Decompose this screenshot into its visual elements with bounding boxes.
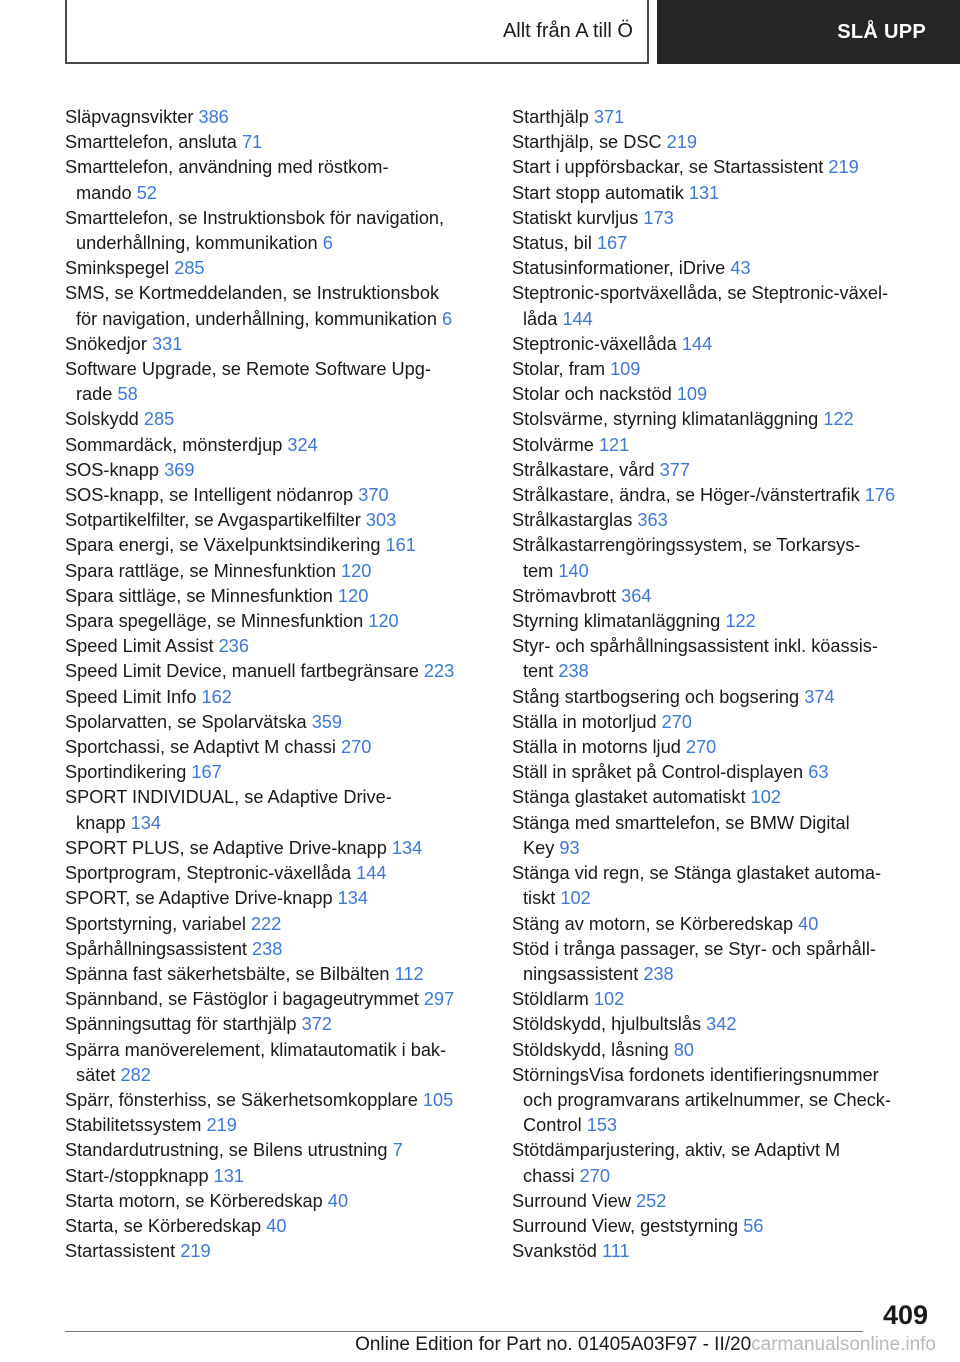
index-entry	[65, 357, 495, 407]
index-entry-text: Stabilitetssystem	[65, 1115, 202, 1136]
page-reference-link[interactable]: 134	[337, 888, 368, 909]
index-entry	[65, 710, 495, 735]
index-entry-text: Start-/stoppknapp	[65, 1165, 209, 1186]
index-entry-text: Control	[523, 1115, 582, 1136]
index-entry-text: Statusinformationer, iDrive	[512, 258, 726, 279]
page-reference-link[interactable]: 102	[560, 888, 591, 909]
index-entry-text: Spärra manöverelement, klimatautomatik i bak-	[65, 1039, 447, 1060]
page-reference-link[interactable]: 71	[241, 132, 263, 153]
index-entry-text: Spänningsuttag för starthjälp	[65, 1014, 297, 1035]
index-entry-text: Spara energi, se Växelpunktsindikering	[65, 535, 381, 556]
index-entry	[65, 659, 495, 684]
index-entry-text: Sommardäck, mönsterdjup	[65, 434, 283, 455]
page-reference-link[interactable]: 102	[750, 787, 781, 808]
page-reference-link[interactable]: 131	[213, 1165, 244, 1186]
page-reference-link[interactable]: 56	[743, 1215, 764, 1236]
footer-watermark: carmanualsonline.info	[751, 1334, 936, 1355]
page-reference-link[interactable]: 377	[659, 459, 690, 480]
page-reference-link[interactable]: 324	[287, 434, 318, 455]
page-number: 409	[882, 1300, 928, 1330]
page-reference-link[interactable]: 120	[337, 585, 369, 606]
page-reference-link[interactable]: 102	[593, 989, 625, 1010]
index-entry-text: Ställ in språket på Control-displayen	[512, 762, 804, 783]
index-entry-text: Smarttelefon, ansluta	[65, 132, 237, 153]
page-reference-link[interactable]: 40	[327, 1190, 349, 1211]
page-reference-link[interactable]: 111	[602, 1241, 630, 1262]
index-entry-text: SMS, se Kortmeddelanden, se Instruktionsbok	[65, 283, 440, 304]
page-reference-link[interactable]: 386	[198, 107, 229, 127]
index-entry	[65, 206, 495, 256]
index-entry	[65, 1012, 495, 1037]
page-reference-link[interactable]: 173	[643, 207, 674, 228]
index-entry	[65, 1138, 495, 1163]
index-entry	[512, 256, 952, 281]
index-entry	[512, 584, 952, 609]
page-reference-link[interactable]: 140	[558, 560, 589, 581]
page-reference-link[interactable]: 63	[808, 762, 829, 783]
index-entry	[512, 105, 952, 130]
index-entry	[512, 231, 952, 256]
page-reference-link[interactable]: 43	[730, 258, 751, 279]
index-entry	[512, 483, 952, 508]
page-reference-link[interactable]: 134	[391, 837, 423, 858]
index-entry-text: Strålkastarrengöringssystem, se Torkarsys-	[512, 535, 861, 556]
index-entry-text: Släpvagnsvikter	[65, 107, 194, 127]
index-entry	[512, 332, 952, 357]
index-entry-text: Strömavbrott	[512, 585, 617, 606]
index-entry	[512, 1239, 952, 1264]
index-entry-text: Smarttelefon, användning med röstkom-	[65, 157, 389, 178]
index-entry	[65, 433, 495, 458]
index-entry	[512, 735, 952, 760]
index-entry-text: Spara rattläge, se Minnesfunktion	[65, 560, 336, 581]
index-entry-text: Svankstöd	[512, 1241, 597, 1262]
index-entry-text: Surround View, geststyrning	[512, 1215, 739, 1236]
index-entry	[512, 508, 952, 533]
index-entry-text: SOS-knapp, se Intelligent nödanrop	[65, 485, 354, 506]
page-reference-link[interactable]: 285	[143, 409, 175, 430]
index-entry	[65, 1088, 495, 1113]
index-entry-text: Status, bil	[512, 233, 592, 254]
footer-divider	[65, 1331, 863, 1332]
index-entry	[65, 508, 495, 533]
index-entry	[65, 559, 495, 584]
index-entry-text: Stänga med smarttelefon, se BMW Digital	[512, 812, 850, 833]
index-entry	[512, 357, 952, 382]
index-entry-text: Stäng av motorn, se Körberedskap	[512, 913, 794, 934]
page-reference-link[interactable]: 144	[562, 308, 593, 329]
page-reference-link[interactable]: 121	[598, 434, 630, 455]
index-entry	[512, 685, 952, 710]
index-entry-text: låda	[523, 308, 558, 329]
page-reference-link[interactable]: 167	[596, 233, 628, 254]
index-entry	[65, 861, 495, 886]
page-reference-link[interactable]: 236	[218, 636, 250, 657]
page-reference-link[interactable]: 252	[636, 1190, 667, 1211]
index-entry-text: Steptronic-växellåda	[512, 333, 677, 354]
index-entry	[65, 332, 495, 357]
index-entry-text: Sportindikering	[65, 762, 187, 783]
index-entry	[65, 584, 495, 609]
index-entry	[65, 760, 495, 785]
index-entry-text: Sportstyrning, variabel	[65, 913, 246, 934]
index-entry	[65, 458, 495, 483]
index-entry	[65, 735, 495, 760]
index-entry-text: Statiskt kurvljus	[512, 207, 639, 228]
page-reference-link[interactable]: 219	[180, 1241, 211, 1262]
page-reference-link[interactable]: 112	[394, 963, 424, 984]
index-entry-text: Stång startbogsering och bogsering	[512, 686, 800, 707]
index-entry-text: Stänga vid regn, se Stänga glastaket automa-	[512, 863, 882, 884]
index-entry-text: Spårhållningsassistent	[65, 938, 247, 959]
index-entry-text: Strålkastarglas	[512, 510, 633, 531]
index-entry-text: Spara sittläge, se Minnesfunktion	[65, 585, 333, 606]
page-reference-link[interactable]: 219	[828, 157, 859, 178]
index-entry	[512, 206, 952, 231]
index-entry-text: Software Upgrade, se Remote Software Upg-	[65, 359, 431, 380]
index-entry-text: Speed Limit Assist	[65, 636, 214, 657]
index-entry	[512, 181, 952, 206]
index-entry	[65, 483, 495, 508]
page-reference-link[interactable]: 153	[586, 1115, 618, 1136]
index-entry-text: Stolvärme	[512, 434, 594, 455]
index-entry	[65, 1189, 495, 1214]
index-entry	[512, 382, 952, 407]
index-entry	[65, 1239, 495, 1264]
index-entry-text: Speed Limit Info	[65, 686, 197, 707]
index-entry-text: Starta, se Körberedskap	[65, 1215, 262, 1236]
page-reference-link[interactable]: 120	[368, 611, 399, 632]
page-reference-link[interactable]: 238	[558, 661, 589, 682]
index-entry-text: underhållning, kommunikation	[76, 233, 318, 254]
index-entry-text: Smarttelefon, se Instruktionsbok för navigation,	[65, 207, 445, 228]
index-entry	[65, 105, 495, 130]
index-entry-text: Sotpartikelfilter, se Avgaspartikelfilter	[65, 510, 361, 531]
index-column-left	[65, 105, 495, 1264]
page-reference-link[interactable]: 297	[423, 989, 455, 1010]
index-entry	[65, 685, 495, 710]
index-entry	[512, 433, 952, 458]
index-entry	[65, 256, 495, 281]
index-entry-text: Stolsvärme, styrning klimatanläggning	[512, 409, 819, 430]
page-reference-link[interactable]: 270	[579, 1165, 610, 1186]
index-entry-text: SPORT, se Adaptive Drive-knapp	[65, 888, 333, 909]
index-entry	[512, 861, 952, 911]
index-entry	[65, 886, 495, 911]
index-entry-text: tem	[523, 560, 554, 581]
page-reference-link[interactable]: 58	[117, 384, 138, 405]
index-entry-text: Sportprogram, Steptronic-växellåda	[65, 863, 352, 884]
index-entry	[65, 1113, 495, 1138]
page-reference-link[interactable]: 122	[823, 409, 854, 430]
index-entry-text: Start stopp automatik	[512, 182, 684, 203]
lookup-button-label: SLÅ UPP	[837, 20, 926, 43]
page-reference-link[interactable]: 374	[804, 686, 835, 707]
index-entry	[512, 1063, 952, 1139]
page-reference-link[interactable]: 40	[798, 913, 819, 934]
index-entry	[512, 155, 952, 180]
index-entry	[512, 987, 952, 1012]
index-entry-text: Stöldskydd, låsning	[512, 1039, 669, 1060]
index-entry	[65, 962, 495, 987]
index-entry-text: Starta motorn, se Körberedskap	[65, 1190, 323, 1211]
page-reference-link[interactable]: 364	[621, 585, 652, 606]
index-entry-text: SPORT PLUS, se Adaptive Drive-knapp	[65, 837, 387, 858]
index-entry-text: Standardutrustning, se Bilens utrustning	[65, 1140, 388, 1161]
index-entry-text: knapp	[76, 812, 126, 833]
page-reference-link[interactable]: 6	[322, 233, 333, 254]
index-entry-text: Sportchassi, se Adaptivt M chassi	[65, 737, 336, 758]
lookup-button[interactable]	[657, 0, 960, 64]
index-entry	[65, 155, 495, 205]
page-reference-link[interactable]: 285	[174, 258, 205, 279]
index-entry	[65, 937, 495, 962]
index-entry	[65, 533, 495, 558]
index-entry-text: Strålkastare, ändra, se Höger-/vänstertrafik	[512, 485, 860, 506]
page-reference-link[interactable]: 52	[136, 182, 157, 203]
index-entry	[512, 811, 952, 861]
page-reference-link[interactable]: 161	[385, 535, 416, 556]
index-entry-text: Snökedjor	[65, 333, 147, 354]
index-entry	[65, 1038, 495, 1088]
index-entry-text: SPORT INDIVIDUAL, se Adaptive Drive-	[65, 787, 392, 808]
index-entry-text: Styr- och spårhållningsassistent inkl. köassis-	[512, 636, 878, 657]
index-entry-text: Stöd i trånga passager, se Styr- och spårhåll-	[512, 938, 876, 959]
page-reference-link[interactable]: 109	[676, 384, 708, 405]
index-entry-text: Stolar och nackstöd	[512, 384, 672, 405]
index-entry-text: Starthjälp	[512, 107, 589, 127]
page-reference-link[interactable]: 342	[706, 1014, 737, 1035]
page-reference-link[interactable]: 80	[673, 1039, 695, 1060]
index-entry	[512, 785, 952, 810]
index-entry-text: tent	[523, 661, 554, 682]
page-reference-link[interactable]: 238	[252, 938, 283, 959]
page-reference-link[interactable]: 6	[442, 308, 453, 329]
page-reference-link[interactable]: 120	[341, 560, 372, 581]
index-tab[interactable]	[65, 0, 649, 64]
index-entry	[512, 609, 952, 634]
index-entry	[512, 1214, 952, 1239]
index-entry-text: Surround View	[512, 1190, 631, 1211]
page-reference-link[interactable]: 363	[637, 510, 668, 531]
index-entry	[512, 912, 952, 937]
index-entry-text: chassi	[523, 1165, 575, 1186]
index-entry-text: Key	[523, 837, 555, 858]
index-entry	[65, 785, 495, 835]
index-entry-text: Spärr, fönsterhiss, se Säkerhetsomkopplare	[65, 1089, 418, 1110]
page-reference-link[interactable]: 270	[661, 711, 692, 732]
index-entry	[512, 937, 952, 987]
index-entry-text: ningsassistent	[523, 963, 639, 984]
index-entry-text: Starthjälp, se DSC	[512, 132, 662, 153]
page-reference-link[interactable]: 369	[164, 459, 195, 480]
index-entry-text: Stolar, fram	[512, 359, 605, 380]
page-reference-link[interactable]: 270	[340, 737, 372, 758]
page-reference-link[interactable]: 219	[666, 132, 698, 153]
index-entry	[512, 533, 952, 583]
page-reference-link[interactable]: 371	[593, 107, 625, 127]
index-tab-label: Allt från A till Ö	[502, 19, 633, 42]
page-reference-link[interactable]: 7	[392, 1140, 403, 1161]
index-entry-text: och programvarans artikelnummer, se Check-	[523, 1089, 891, 1110]
page-reference-link[interactable]: 167	[191, 762, 222, 783]
page-reference-link[interactable]: 162	[201, 686, 232, 707]
page-reference-link[interactable]: 331	[151, 333, 183, 354]
index-entry-text: för navigation, underhållning, kommunikation	[76, 308, 437, 329]
index-entry-text: rade	[76, 384, 113, 405]
index-entry	[512, 458, 952, 483]
index-entry	[512, 281, 952, 331]
page-reference-link[interactable]: 144	[681, 333, 713, 354]
index-entry-text: sätet	[76, 1064, 116, 1085]
index-entry	[512, 1012, 952, 1037]
footer	[355, 1334, 936, 1356]
index-entry-text: Strålkastare, vård	[512, 459, 655, 480]
page-reference-link[interactable]: 105	[422, 1089, 454, 1110]
index-entry	[512, 1038, 952, 1063]
page-reference-link[interactable]: 122	[725, 611, 756, 632]
index-entry	[65, 634, 495, 659]
index-entry	[65, 281, 495, 331]
index-entry-text: mando	[76, 182, 132, 203]
index-entry-text: Stänga glastaket automatiskt	[512, 787, 746, 808]
index-entry	[512, 1189, 952, 1214]
page-reference-link[interactable]: 93	[559, 837, 580, 858]
page-reference-link[interactable]: 131	[688, 182, 720, 203]
index-entry-text: SOS-knapp	[65, 459, 160, 480]
index-column-right	[512, 105, 952, 1264]
index-entry-text: Solskydd	[65, 409, 139, 430]
index-entry	[512, 1138, 952, 1188]
footer-text: Online Edition for Part no. 01405A03F97 - II/20	[355, 1334, 752, 1355]
page-reference-link[interactable]: 359	[311, 711, 343, 732]
page-reference-link[interactable]: 282	[120, 1064, 151, 1085]
index-entry-text: Ställa in motorns ljud	[512, 737, 681, 758]
page-reference-link[interactable]: 109	[610, 359, 641, 380]
index-entry-text: Stöldskydd, hjulbultslås	[512, 1014, 702, 1035]
index-entry-text: Speed Limit Device, manuell fartbegränsare	[65, 661, 419, 682]
page-reference-link[interactable]: 176	[864, 485, 896, 506]
page-reference-link[interactable]: 134	[130, 812, 161, 833]
page-reference-link[interactable]: 40	[266, 1215, 287, 1236]
index-entry-text: Startassistent	[65, 1241, 176, 1262]
index-entry-text: tiskt	[523, 888, 556, 909]
page-reference-link[interactable]: 270	[685, 737, 717, 758]
index-entry	[512, 710, 952, 735]
index-entry-text: Sminkspegel	[65, 258, 170, 279]
page-reference-link[interactable]: 238	[643, 963, 674, 984]
index-entry-text: Spänna fast säkerhetsbälte, se Bilbälten	[65, 963, 390, 984]
index-entry-text: Spara spegelläge, se Minnesfunktion	[65, 611, 364, 632]
page-reference-link[interactable]: 219	[206, 1115, 237, 1136]
page-reference-link[interactable]: 223	[423, 661, 455, 682]
index-entry	[65, 1214, 495, 1239]
page-reference-link[interactable]: 222	[251, 913, 282, 934]
index-entry	[65, 1164, 495, 1189]
index-entry	[512, 634, 952, 684]
page-reference-link[interactable]: 370	[358, 485, 389, 506]
page-reference-link[interactable]: 372	[301, 1014, 332, 1035]
index-entry	[65, 912, 495, 937]
index-entry	[512, 760, 952, 785]
index-entry-text: StörningsVisa fordonets identifieringsnummer	[512, 1064, 879, 1085]
index-entry	[65, 130, 495, 155]
index-entry-text: Ställa in motorljud	[512, 711, 657, 732]
index-entry	[65, 407, 495, 432]
index-entry	[512, 407, 952, 432]
index-entry-text: Start i uppförsbackar, se Startassistent	[512, 157, 824, 178]
index-entry-text: Stötdämparjustering, aktiv, se Adaptivt M	[512, 1140, 841, 1161]
page-reference-link[interactable]: 303	[365, 510, 397, 531]
index-entry	[65, 836, 495, 861]
index-entry-text: Spännband, se Fästöglor i bagageutrymmet	[65, 989, 419, 1010]
index-entry	[512, 130, 952, 155]
index-entry-text: Steptronic-sportväxellåda, se Steptronic-växel-	[512, 283, 889, 304]
index-entry	[65, 987, 495, 1012]
page-reference-link[interactable]: 144	[356, 863, 387, 884]
index-entry-text: Spolarvatten, se Spolarvätska	[65, 711, 307, 732]
index-entry	[65, 609, 495, 634]
index-entry-text: Styrning klimatanläggning	[512, 611, 721, 632]
index-entry-text: Stöldlarm	[512, 989, 589, 1010]
